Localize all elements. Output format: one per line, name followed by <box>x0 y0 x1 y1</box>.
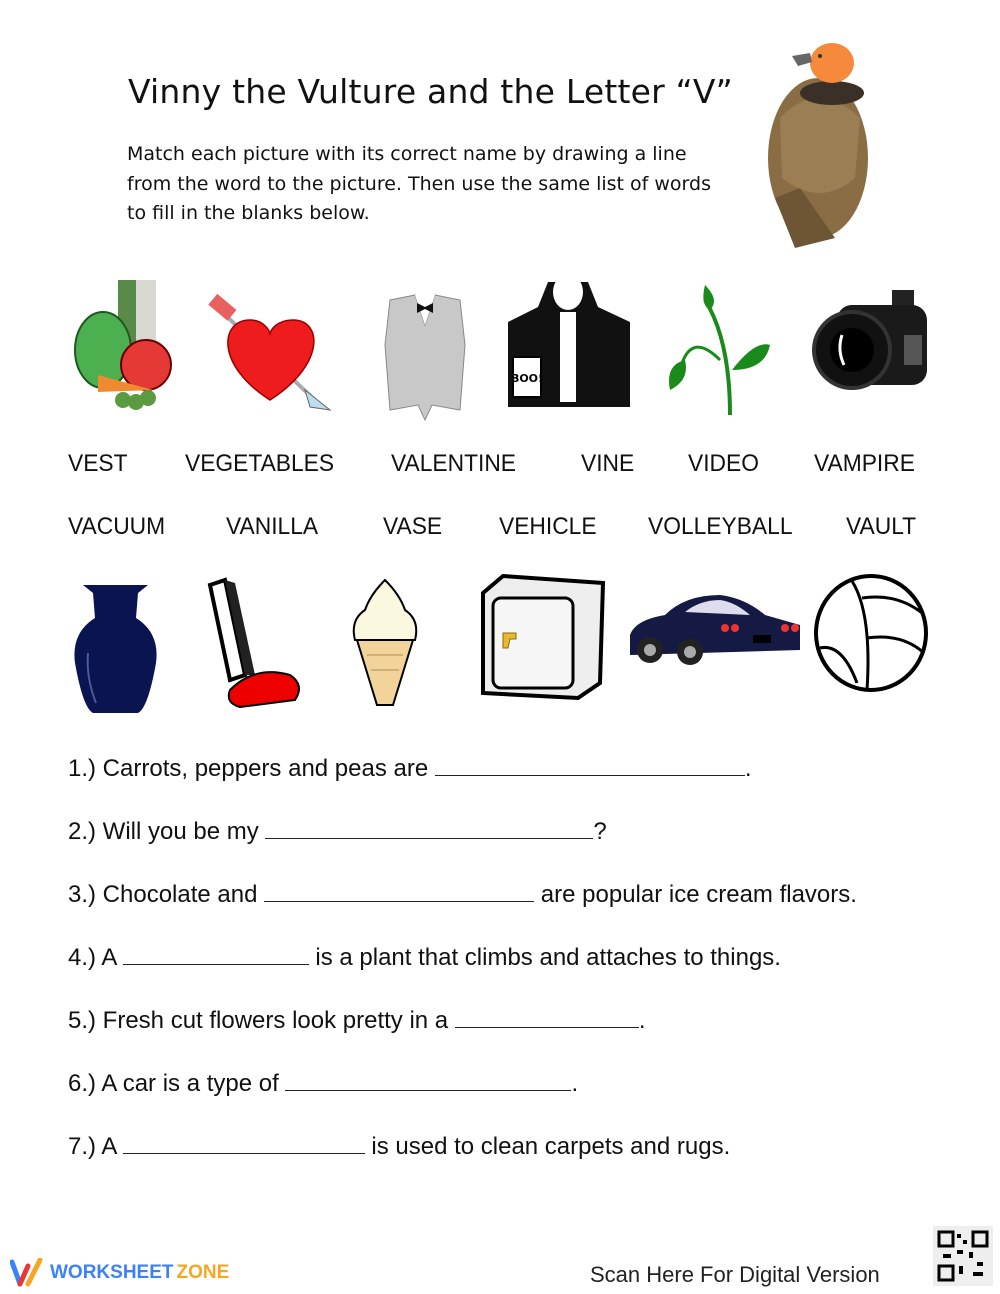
sentence-2: 2.) Will you be my ? <box>68 818 607 845</box>
brand-name-part2: ZONE <box>176 1262 230 1283</box>
answer-blank-1[interactable] <box>435 755 745 776</box>
vault-icon <box>478 573 608 701</box>
word-video: VIDEO <box>688 450 759 477</box>
word-vegetables: VEGETABLES <box>185 450 335 477</box>
word-vest: VEST <box>68 450 128 477</box>
answer-blank-7[interactable] <box>123 1133 365 1154</box>
word-vanilla: VANILLA <box>226 513 319 540</box>
word-valentine: VALENTINE <box>391 450 517 477</box>
word-vacuum: VACUUM <box>68 513 166 540</box>
page-title: Vinny the Vulture and the Letter “V” <box>128 72 733 111</box>
vest-icon <box>370 280 480 430</box>
sentence-7: 7.) A is used to clean carpets and rugs. <box>68 1133 731 1160</box>
worksheet-zone-logo-icon <box>10 1258 46 1288</box>
answer-blank-2[interactable] <box>265 818 593 839</box>
answer-blank-6[interactable] <box>285 1070 571 1091</box>
word-vampire: VAMPIRE <box>814 450 915 477</box>
word-vine: VINE <box>581 450 635 477</box>
vampire-icon <box>508 262 630 410</box>
sentence-4: 4.) A is a plant that climbs and attaches to things. <box>68 944 781 971</box>
worksheet-zone-logo[interactable] <box>10 1258 229 1288</box>
vacuum-icon <box>200 575 310 715</box>
sentence-5: 5.) Fresh cut flowers look pretty in a . <box>68 1007 646 1034</box>
car-icon <box>625 590 803 670</box>
answer-blank-5[interactable] <box>455 1007 639 1028</box>
vase-icon <box>68 583 163 715</box>
word-volleyball: VOLLEYBALL <box>648 513 793 540</box>
word-vase: VASE <box>383 513 443 540</box>
volleyball-icon <box>812 573 930 693</box>
ice-cream-icon <box>345 575 425 710</box>
instructions: Match each picture with its correct name by drawing a line from the word to the picture. Then use the same list of words to fill in the blanks below. <box>127 143 711 224</box>
boo-label: BOO! <box>510 372 544 385</box>
sentence-3: 3.) Chocolate and are popular ice cream flavors. <box>68 881 857 908</box>
sentence-1: 1.) Carrots, peppers and peas are . <box>68 755 752 782</box>
video-camera-icon <box>812 285 932 400</box>
qr-code-icon[interactable] <box>933 1226 993 1286</box>
vegetables-icon <box>68 275 178 425</box>
heart-arrow-icon <box>205 280 335 430</box>
word-vehicle: VEHICLE <box>499 513 597 540</box>
answer-blank-4[interactable] <box>123 944 309 965</box>
scan-text: Scan Here For Digital Version <box>590 1262 880 1287</box>
word-vault: VAULT <box>846 513 917 540</box>
sentence-6: 6.) A car is a type of . <box>68 1070 579 1097</box>
brand-name-part1: WORKSHEET <box>50 1262 174 1283</box>
answer-blank-3[interactable] <box>264 881 534 902</box>
vulture-icon <box>760 38 890 248</box>
vine-icon <box>660 280 770 415</box>
